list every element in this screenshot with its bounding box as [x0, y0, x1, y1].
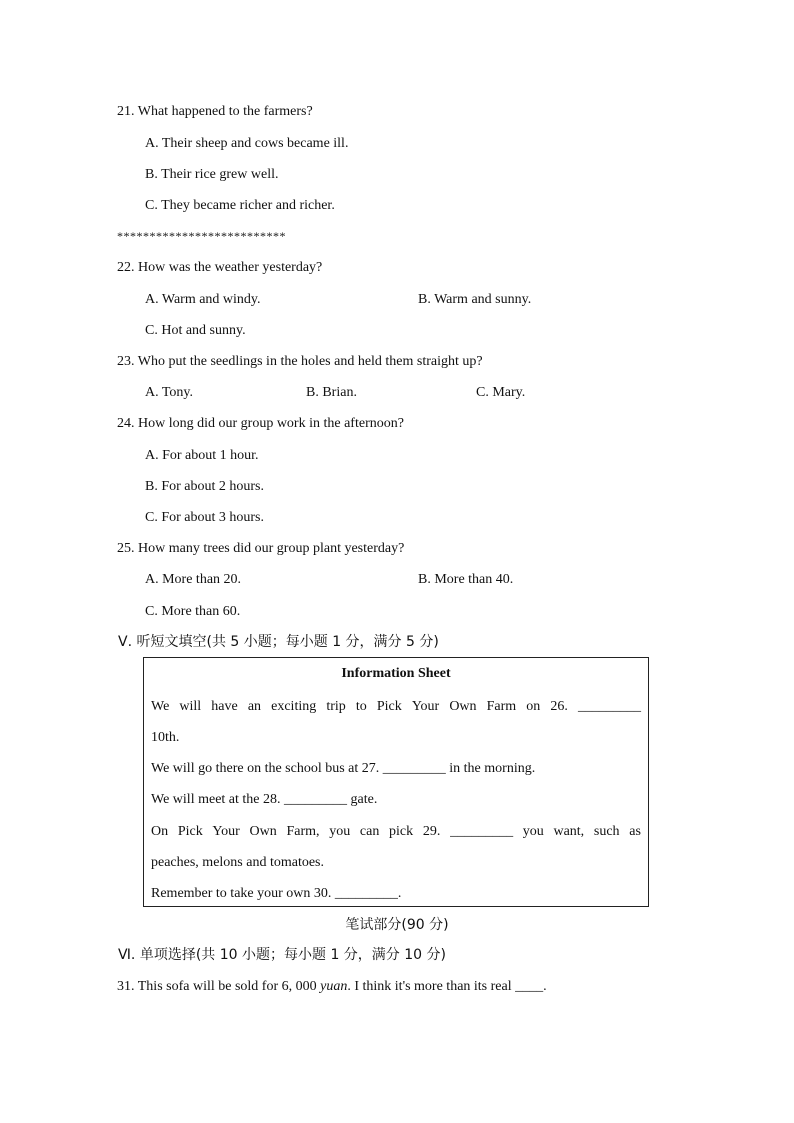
sheet-word: Own	[249, 824, 277, 839]
option-22-a: A. Warm and windy.	[145, 292, 261, 307]
sheet-word: as	[629, 824, 641, 839]
sheet-word: you	[522, 824, 544, 839]
sheet-word: Farm	[486, 699, 517, 714]
sheet-word: exciting	[271, 699, 317, 714]
sheet-word: have	[211, 699, 238, 714]
question-21: 21. What happened to the farmers?	[117, 104, 313, 119]
sheet-word: to	[355, 699, 367, 714]
sheet-line-1-cont: 10th.	[151, 730, 180, 745]
question-22: 22. How was the weather yesterday?	[117, 260, 323, 275]
information-sheet-title: Information Sheet	[341, 666, 451, 681]
question-31-text: 31. This sofa will be sold for 6, 000	[117, 979, 321, 994]
sheet-line-5: Remember to take your own 30. _________.	[151, 886, 402, 901]
sheet-line-4	[151, 823, 641, 841]
option-24-b: B. For about 2 hours.	[145, 479, 264, 494]
written-part-label: 笔试部分(90 分)	[345, 917, 449, 933]
question-24: 24. How long did our group work in the afternoon?	[117, 416, 404, 431]
sheet-word: an	[247, 699, 262, 714]
sheet-word: Pick	[177, 824, 203, 839]
option-25-b: B. More than 40.	[418, 572, 514, 587]
question-25: 25. How many trees did our group plant yesterday?	[117, 541, 405, 556]
sheet-line-2: We will go there on the school bus at 27. _________ in the morning.	[151, 761, 536, 776]
blank-26[interactable]: _________	[577, 699, 641, 714]
question-31	[117, 978, 547, 996]
option-24-c: C. For about 3 hours.	[145, 510, 264, 525]
sheet-word: Pick	[376, 699, 402, 714]
sheet-word: can	[359, 824, 380, 839]
option-25-a: A. More than 20.	[145, 572, 242, 587]
sheet-word: will	[179, 699, 202, 714]
section-5-heading: Ⅴ. 听短文填空(共 5 小题；每小题 1 分，满分 5 分)	[118, 634, 439, 650]
sheet-word: 26.	[550, 699, 568, 714]
option-22-b: B. Warm and sunny.	[418, 292, 532, 307]
option-22-c: C. Hot and sunny.	[145, 323, 246, 338]
sheet-word: Your	[212, 824, 240, 839]
option-25-c: C. More than 60.	[145, 604, 241, 619]
sheet-word: want,	[553, 824, 585, 839]
sheet-line-3: We will meet at the 28. _________ gate.	[151, 792, 378, 807]
sheet-word: pick	[389, 824, 414, 839]
sheet-word: on	[526, 699, 541, 714]
option-21-b: B. Their rice grew well.	[145, 167, 279, 182]
sheet-word: such	[593, 824, 620, 839]
sheet-word: Your	[411, 699, 440, 714]
option-23-c: C. Mary.	[476, 385, 526, 400]
sheet-word: On	[151, 824, 169, 839]
question-23: 23. Who put the seedlings in the holes and held them straight up?	[117, 354, 483, 369]
option-21-a: A. Their sheep and cows became ill.	[145, 136, 349, 151]
option-23-a: A. Tony.	[145, 385, 194, 400]
option-24-a: A. For about 1 hour.	[145, 448, 259, 463]
question-31-text-end: . I think it's more than its real ____.	[347, 979, 547, 994]
information-sheet	[143, 657, 649, 907]
option-23-b: B. Brian.	[306, 385, 357, 400]
sheet-word: 29.	[422, 824, 441, 839]
sheet-line-1	[151, 698, 641, 716]
sheet-word: trip	[326, 699, 346, 714]
sheet-word: We	[151, 699, 170, 714]
option-21-c: C. They became richer and richer.	[145, 198, 335, 213]
sheet-word: Own	[449, 699, 477, 714]
sheet-word: you	[329, 824, 351, 839]
blank-29[interactable]: _________	[450, 824, 514, 839]
sheet-word: Farm,	[286, 824, 320, 839]
separator-line: **************************	[117, 229, 286, 243]
question-31-italic: yuan	[320, 979, 348, 994]
section-6-heading: Ⅵ. 单项选择(共 10 小题；每小题 1 分，满分 10 分)	[118, 947, 446, 963]
sheet-line-4-cont: peaches, melons and tomatoes.	[151, 855, 325, 870]
